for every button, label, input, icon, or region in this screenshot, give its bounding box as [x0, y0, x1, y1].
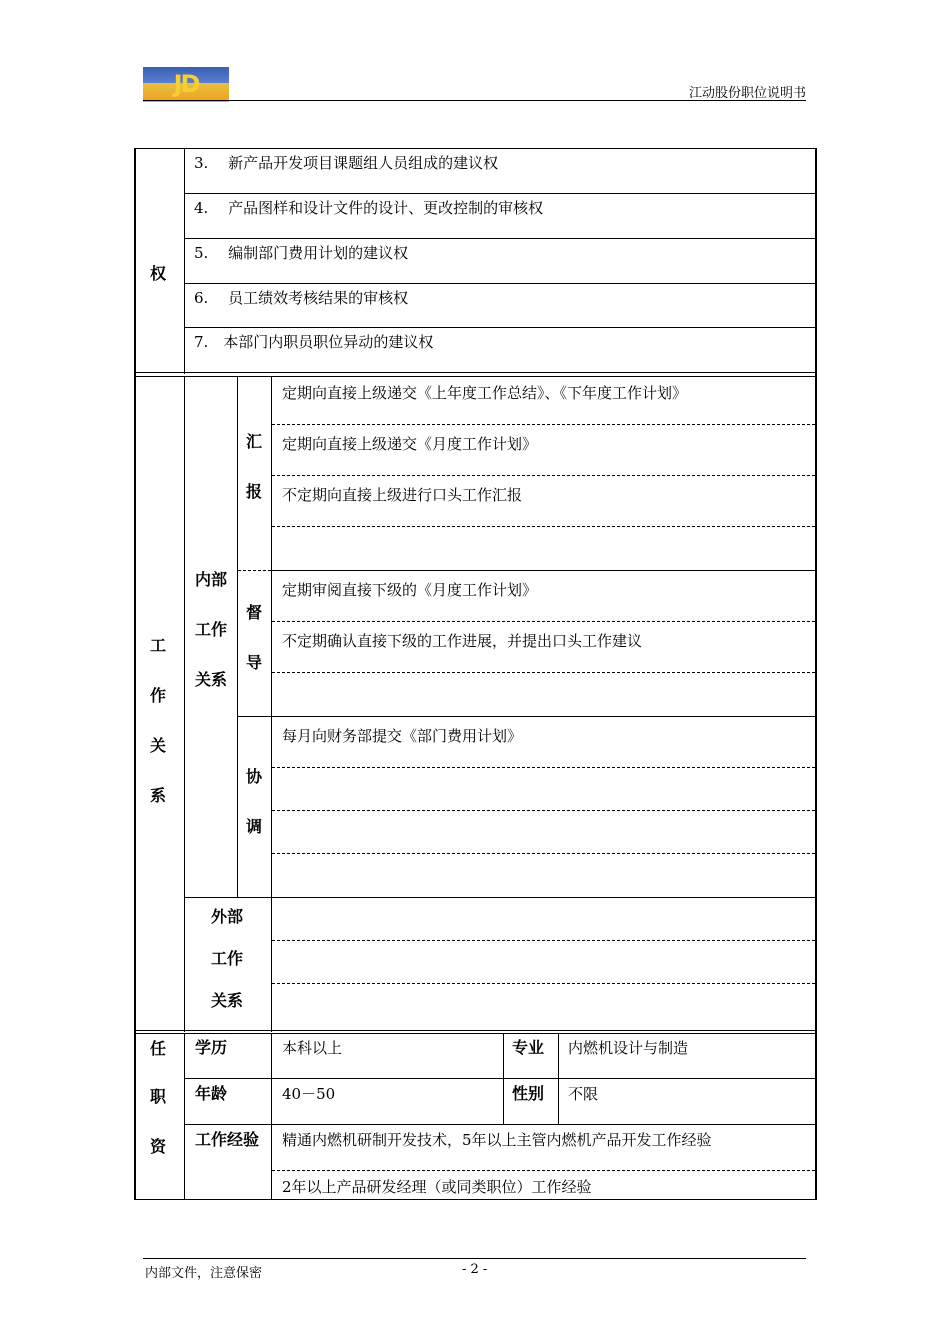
report-item: 定期向直接上级递交《上年度工作总结》、《下年度工作计划》 — [282, 384, 688, 402]
gender-label: 性别 — [512, 1084, 545, 1103]
internal-relations-label: 关系 — [195, 670, 228, 689]
gender-value: 不限 — [568, 1085, 599, 1103]
qualifications-section-label: 职 — [150, 1087, 167, 1106]
age-value: 40－50 — [282, 1085, 336, 1103]
rights-section-label: 权 — [150, 264, 167, 283]
major-value: 内燃机设计与制造 — [568, 1039, 689, 1057]
rights-item: 5. 编制部门费用计划的建议权 — [194, 244, 409, 262]
relations-section-label: 系 — [150, 786, 167, 805]
rights-item: 6. 员工绩效考核结果的审核权 — [194, 289, 409, 307]
confidentiality-note: 内部文件，注意保密 — [145, 1266, 263, 1281]
coordinate-label: 协 — [246, 767, 263, 786]
internal-relations-label: 工作 — [195, 620, 228, 639]
education-value: 本科以上 — [282, 1039, 343, 1057]
external-relations-label: 外部 — [211, 907, 244, 926]
internal-relations-label: 内部 — [195, 570, 228, 589]
coordinate-item: 每月向财务部提交《部门费用计划》 — [282, 727, 523, 745]
report-label: 汇 — [246, 432, 263, 451]
report-item: 不定期向直接上级进行口头工作汇报 — [282, 486, 523, 504]
qualifications-section-label: 资 — [150, 1137, 167, 1156]
report-label: 报 — [246, 482, 263, 501]
age-label: 年龄 — [195, 1084, 228, 1103]
header-divider — [143, 100, 806, 101]
footer-divider — [143, 1258, 806, 1259]
rights-item: 4. 产品图样和设计文件的设计、更改控制的审核权 — [194, 199, 544, 217]
experience-item: 2年以上产品研发经理（或同类职位）工作经验 — [282, 1178, 592, 1196]
logo-mark-icon: JD — [173, 70, 199, 98]
report-item: 定期向直接上级递交《月度工作计划》 — [282, 435, 538, 453]
experience-label: 工作经验 — [195, 1130, 260, 1149]
page-number: - 2 - — [462, 1262, 488, 1277]
relations-section-label: 作 — [150, 686, 167, 705]
external-relations-label: 关系 — [211, 991, 244, 1010]
external-relations-label: 工作 — [211, 949, 244, 968]
supervise-label: 导 — [246, 653, 263, 672]
major-label: 专业 — [512, 1038, 545, 1057]
qualifications-section-label: 任 — [150, 1039, 167, 1058]
rights-item: 3. 新产品开发项目课题组人员组成的建议权 — [194, 154, 499, 172]
relations-section-label: 工 — [150, 636, 167, 655]
supervise-item: 定期审阅直接下级的《月度工作计划》 — [282, 581, 538, 599]
supervise-label: 督 — [246, 603, 263, 622]
relations-section-label: 关 — [150, 736, 167, 755]
coordinate-label: 调 — [246, 817, 263, 836]
experience-item: 精通内燃机研制开发技术，5年以上主管内燃机产品开发工作经验 — [282, 1131, 712, 1149]
document-title: 江动股份职位说明书 — [688, 86, 806, 101]
rights-item: 7. 本部门内职员职位异动的建议权 — [194, 333, 434, 351]
education-label: 学历 — [195, 1038, 228, 1057]
supervise-item: 不定期确认直接下级的工作进展，并提出口头工作建议 — [282, 632, 643, 650]
